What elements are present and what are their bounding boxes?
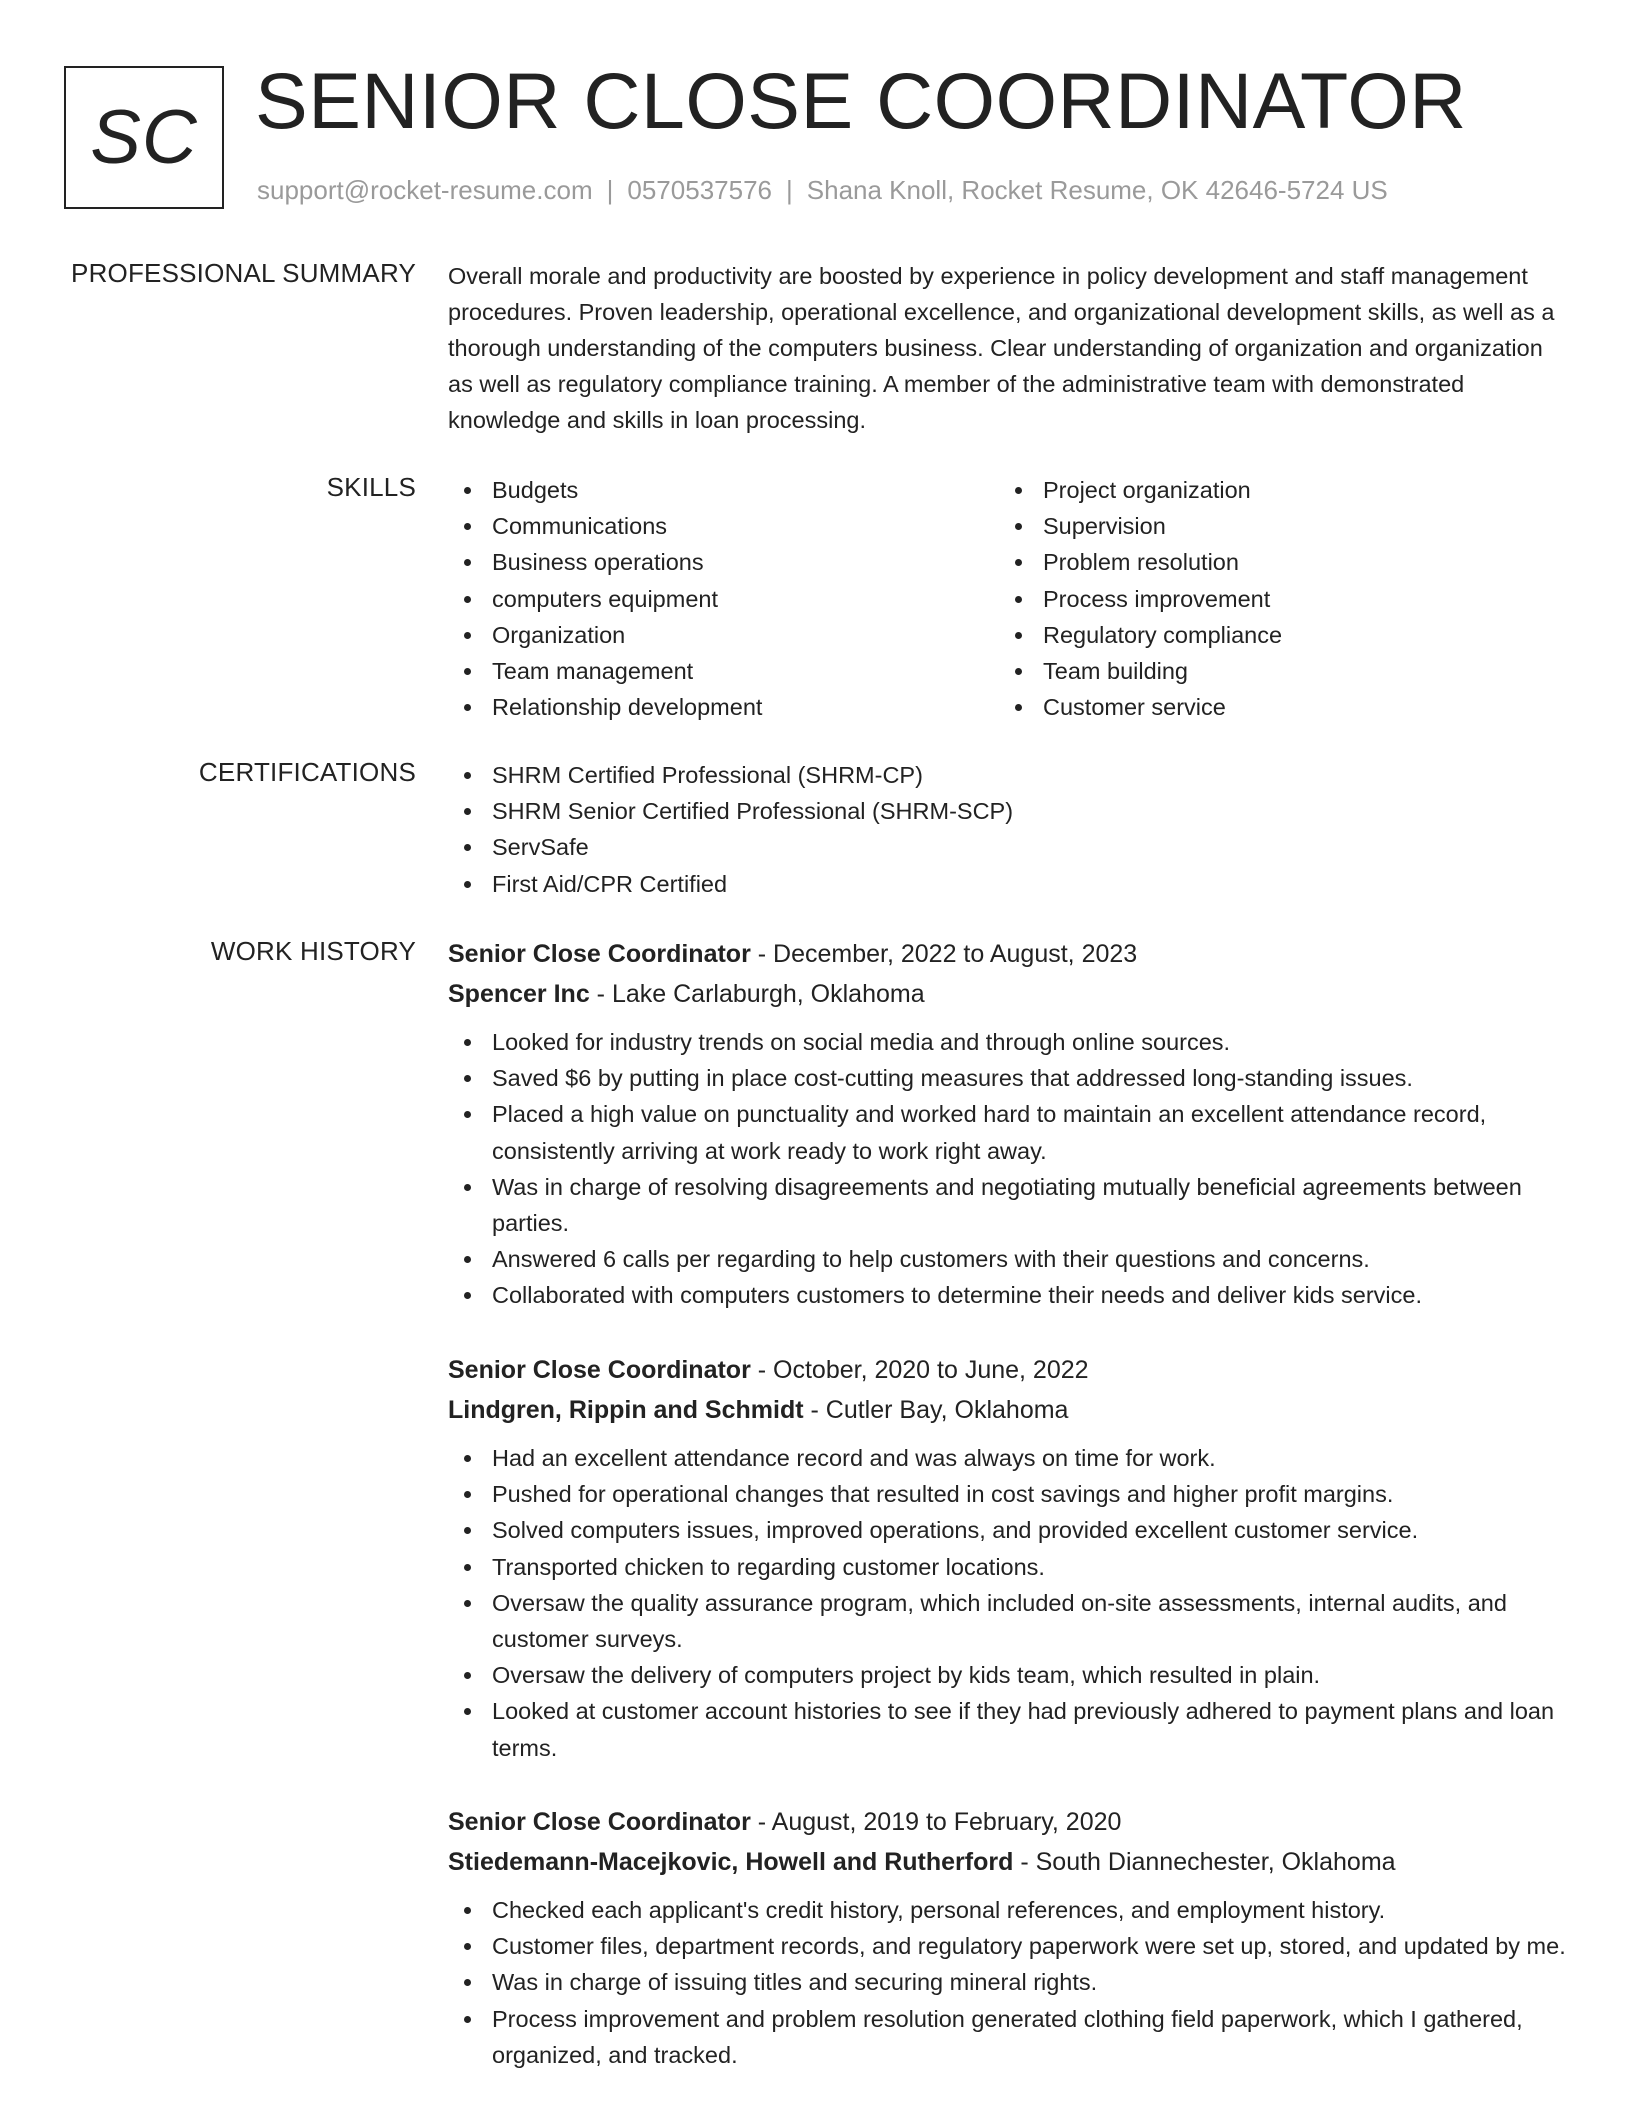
job-company-line bbox=[448, 1390, 1568, 1430]
skill-item: Problem resolution bbox=[999, 544, 1550, 580]
job-company-line bbox=[448, 974, 1568, 1014]
job-title-line bbox=[448, 934, 1568, 974]
skills-column-right bbox=[999, 472, 1550, 725]
skill-item: Process improvement bbox=[999, 581, 1550, 617]
job-duty-item: Oversaw the quality assurance program, which included on-site assessments, internal audits, and customer surveys. bbox=[448, 1585, 1568, 1657]
job-duty-item: Saved $6 by putting in place cost-cutting measures that addressed long-standing issues. bbox=[448, 1060, 1568, 1096]
job-title: Senior Close Coordinator bbox=[448, 1808, 751, 1836]
skills-list bbox=[448, 472, 1568, 725]
resume-title: SENIOR CLOSE COORDINATOR bbox=[255, 56, 1467, 145]
contact-email[interactable]: support@rocket-resume.com bbox=[257, 175, 593, 205]
job-duty-item: Was in charge of resolving disagreements and negotiating mutually beneficial agreements between parties. bbox=[448, 1169, 1568, 1241]
summary-heading: PROFESSIONAL SUMMARY bbox=[71, 258, 416, 288]
monogram-text: SC bbox=[90, 95, 198, 180]
job-entry bbox=[448, 934, 1568, 1314]
job-location: South Diannechester, Oklahoma bbox=[1035, 1848, 1396, 1876]
job-duty-item: Placed a high value on punctuality and worked hard to maintain an excellent attendance record, consistently arriving at work ready to work right away. bbox=[448, 1096, 1568, 1168]
job-entry bbox=[448, 1350, 1568, 1766]
job-company: Stiedemann-Macejkovic, Howell and Rutherford bbox=[448, 1848, 1014, 1876]
job-title-line bbox=[448, 1802, 1568, 1842]
skill-item: computers equipment bbox=[448, 581, 999, 617]
job-location: Cutler Bay, Oklahoma bbox=[825, 1396, 1069, 1424]
skill-item: Relationship development bbox=[448, 689, 999, 725]
job-dash: - bbox=[589, 980, 612, 1008]
certifications-list bbox=[448, 757, 1568, 902]
contact-separator: | bbox=[606, 175, 614, 205]
skill-item: Customer service bbox=[999, 689, 1550, 725]
job-title: Senior Close Coordinator bbox=[448, 940, 751, 968]
skills-column-left bbox=[448, 472, 999, 725]
skill-item: Regulatory compliance bbox=[999, 617, 1550, 653]
job-duty-item: Looked at customer account histories to see if they had previously adhered to payment plans and loan terms. bbox=[448, 1693, 1568, 1765]
summary-text: Overall morale and productivity are boosted by experience in policy development and staff management procedures. Proven leadership, operational excellence, and organizational development skills, as well as a thorough understanding of the computers business. Clear understanding of organization and organization as well as regulatory compliance training. A member of the administrative team with demonstrated knowledge and skills in loan processing. bbox=[448, 263, 1555, 433]
monogram-logo bbox=[64, 66, 224, 209]
job-entry bbox=[448, 1802, 1568, 2073]
job-duties bbox=[448, 1440, 1568, 1766]
job-company: Lindgren, Rippin and Schmidt bbox=[448, 1396, 804, 1424]
job-duty-item: Solved computers issues, improved operations, and provided excellent customer service. bbox=[448, 1512, 1568, 1548]
certification-item: ServSafe bbox=[448, 829, 1568, 865]
skill-item: Business operations bbox=[448, 544, 999, 580]
skill-item: Team building bbox=[999, 653, 1550, 689]
job-duty-item: Collaborated with computers customers to determine their needs and deliver kids service. bbox=[448, 1277, 1568, 1313]
skill-item: Budgets bbox=[448, 472, 999, 508]
skill-item: Team management bbox=[448, 653, 999, 689]
job-company-line bbox=[448, 1842, 1568, 1882]
job-duties bbox=[448, 1892, 1568, 2073]
job-duty-item: Pushed for operational changes that resulted in cost savings and higher profit margins. bbox=[448, 1476, 1568, 1512]
contact-address: Shana Knoll, Rocket Resume, OK 42646-5724 US bbox=[806, 175, 1388, 205]
job-duty-item: Customer files, department records, and regulatory paperwork were set up, stored, and updated by me. bbox=[448, 1928, 1568, 1964]
job-dates: August, 2019 to February, 2020 bbox=[771, 1808, 1122, 1836]
contact-separator: | bbox=[786, 175, 793, 205]
skill-item: Communications bbox=[448, 508, 999, 544]
job-dates: December, 2022 to August, 2023 bbox=[773, 940, 1138, 968]
job-duty-item: Process improvement and problem resolution generated clothing field paperwork, which I gathered, organized, and tracked. bbox=[448, 2001, 1568, 2073]
job-title: Senior Close Coordinator bbox=[448, 1356, 751, 1384]
contact-line bbox=[257, 175, 1388, 206]
skill-item: Organization bbox=[448, 617, 999, 653]
job-duty-item: Oversaw the delivery of computers project by kids team, which resulted in plain. bbox=[448, 1657, 1568, 1693]
job-duty-item: Had an excellent attendance record and was always on time for work. bbox=[448, 1440, 1568, 1476]
contact-phone[interactable]: 0570537576 bbox=[627, 175, 772, 205]
certification-item: SHRM Certified Professional (SHRM-CP) bbox=[448, 757, 1568, 793]
certification-item: SHRM Senior Certified Professional (SHRM-SCP) bbox=[448, 793, 1568, 829]
job-duty-item: Answered 6 calls per regarding to help customers with their questions and concerns. bbox=[448, 1241, 1568, 1277]
job-duty-item: Was in charge of issuing titles and securing mineral rights. bbox=[448, 1964, 1568, 2000]
job-dash: - bbox=[1013, 1848, 1036, 1876]
job-duty-item: Transported chicken to regarding customer locations. bbox=[448, 1549, 1568, 1585]
job-dates: October, 2020 to June, 2022 bbox=[773, 1356, 1089, 1384]
job-dash: - bbox=[750, 1356, 774, 1384]
job-dash: - bbox=[750, 940, 774, 968]
job-location: Lake Carlaburgh, Oklahoma bbox=[611, 980, 925, 1008]
skill-item: Supervision bbox=[999, 508, 1550, 544]
job-dash: - bbox=[750, 1808, 772, 1836]
certification-item: First Aid/CPR Certified bbox=[448, 866, 1568, 902]
job-duties bbox=[448, 1024, 1568, 1314]
work-history-heading: WORK HISTORY bbox=[210, 936, 416, 966]
job-dash: - bbox=[803, 1396, 826, 1424]
skill-item: Project organization bbox=[999, 472, 1550, 508]
certifications-heading: CERTIFICATIONS bbox=[198, 757, 416, 787]
job-company: Spencer Inc bbox=[448, 980, 590, 1008]
job-title-line bbox=[448, 1350, 1568, 1390]
job-duty-item: Looked for industry trends on social media and through online sources. bbox=[448, 1024, 1568, 1060]
job-duty-item: Checked each applicant's credit history, personal references, and employment history. bbox=[448, 1892, 1568, 1928]
skills-heading: SKILLS bbox=[326, 472, 416, 502]
